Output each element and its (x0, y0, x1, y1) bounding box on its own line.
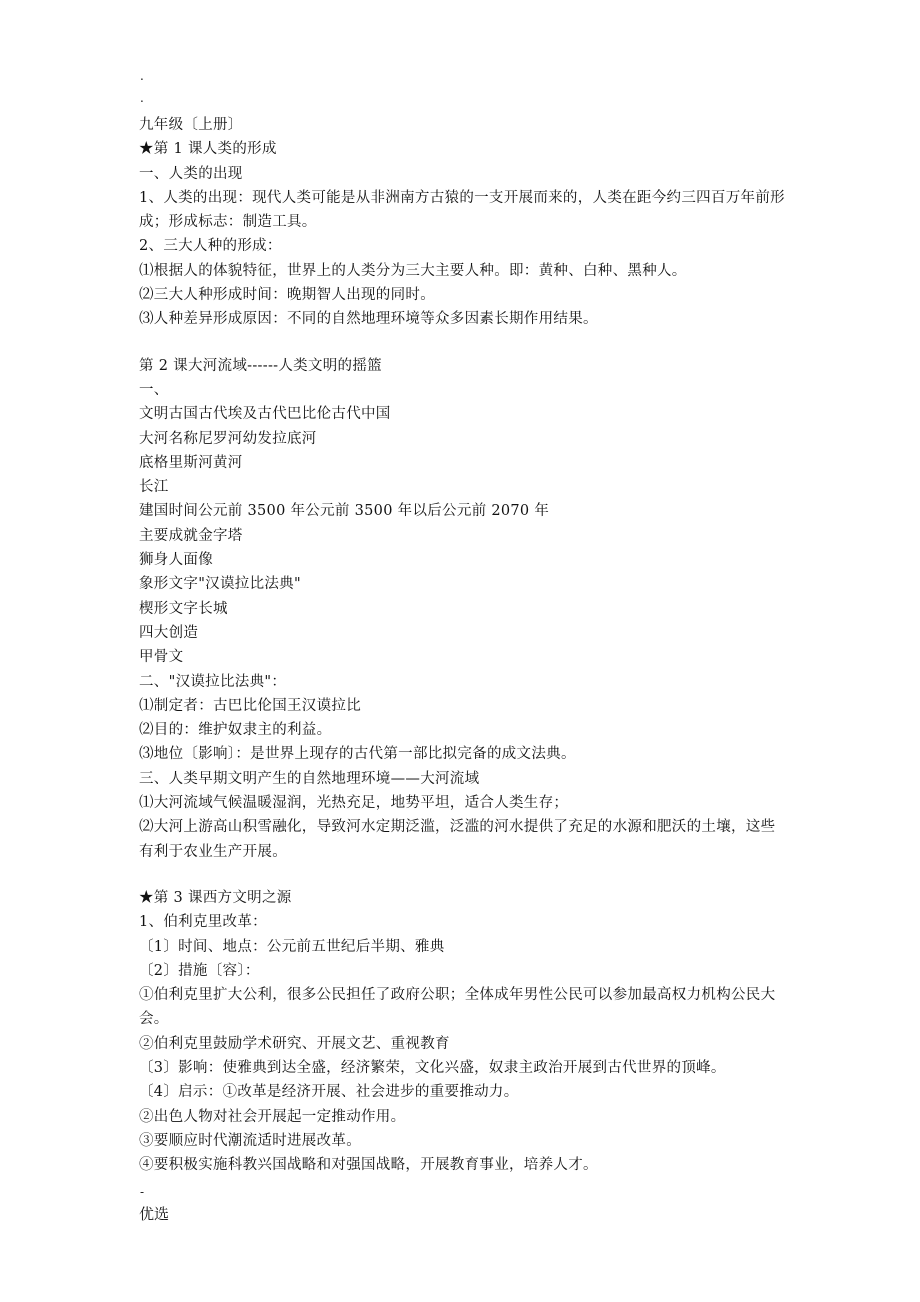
sub-heading: 一、人类的出现 (139, 165, 243, 182)
table-text-line: 底格里斯河黄河 (139, 454, 243, 471)
table-text-line: 楔形文字长城 (139, 600, 228, 617)
table-text-line: 文明古国古代埃及古代巴比伦古代中国 (139, 406, 391, 423)
list-item: ⑴根据人的体貌特征，世界上的人类分为三大主要人种。即：黄种、白种、黑种人。 (139, 262, 687, 279)
lesson-heading: ★第 3 课西方文明之源 (139, 889, 292, 906)
header-mark: . (140, 91, 144, 105)
lesson-heading: 第 2 课大河流域------人类文明的摇篮 (139, 357, 382, 374)
list-item: 〔1〕时间、地点：公元前五世纪后半期、雅典 (139, 938, 445, 955)
list-item: 〔4〕启示：①改革是经济开展、社会进步的重要推动力。 (139, 1084, 519, 1101)
sub-heading: 三、人类早期文明产生的自然地理环境——大河流域 (139, 770, 480, 787)
list-item: ⑴大河流域气候温暖湿润，光热充足，地势平坦，适合人类生存； (139, 795, 569, 812)
sub-heading: 1、伯利克里改革： (139, 914, 267, 931)
section-gap (139, 332, 789, 354)
table-text-line: 长江 (139, 479, 169, 496)
list-item: ⑵目的：维护奴隶主的利益。 (139, 722, 332, 739)
section-gap (139, 864, 789, 886)
list-item: 〔3〕影响：使雅典到达全盛，经济繁荣，文化兴盛，奴隶主政治开展到古代世界的顶峰。 (139, 1059, 726, 1076)
sub-heading: 二、"汉谟拉比法典"： (139, 673, 287, 690)
lesson-heading: ★第 1 课人类的形成 (139, 141, 277, 158)
sub-heading: 2、三大人种的形成： (139, 238, 282, 255)
table-text-line: 狮身人面像 (139, 552, 213, 569)
list-item: ③要顺应时代潮流适时进展改革。 (139, 1132, 361, 1149)
sub-heading: 一、 (139, 381, 169, 398)
list-item: ②出色人物对社会开展起一定推动作用。 (139, 1108, 406, 1125)
table-text-line: 四大创造 (139, 624, 199, 641)
table-text-line: 象形文字"汉谟拉比法典" (139, 576, 301, 593)
list-item: 〔2〕措施〔容〕： (139, 962, 260, 979)
paragraph: 1、人类的出现：现代人类可能是从非洲南方古猿的一支开展而来的，人类在距今约三四百万年前形成；形成标志：制造工具。 (139, 189, 785, 231)
table-text-line: 建国时间公元前 3500 年公元前 3500 年以后公元前 2070 年 (139, 503, 550, 520)
list-item: ②伯利克里鼓励学术研究、开展文艺、重视教育 (139, 1035, 450, 1052)
table-text-line: 甲骨文 (139, 649, 184, 666)
table-text-line: 大河名称尼罗河幼发拉底河 (139, 430, 317, 447)
list-item: ⑵大河上游高山积雪融化，导致河水定期泛滥，泛滥的河水提供了充足的水源和肥沃的土壤，这些有利于农业生产开展。 (139, 819, 776, 860)
document-body (139, 113, 789, 1177)
list-item: ⑶地位〔影响〕：是世界上现存的古代第一部比拟完备的成文法典。 (139, 746, 576, 763)
list-item: ⑶人种差异形成原因：不同的自然地理环境等众多因素长期作用结果。 (139, 311, 598, 328)
list-item: ④要积极实施科教兴国战略和对强国战略，开展教育事业，培养人才。 (139, 1157, 598, 1174)
list-item: ①伯利克里扩大公利，很多公民担任了政府公职；全体成年男性公民可以参加最高权力机构公民大会。 (139, 987, 776, 1028)
grade-title: 九年级〔上册〕 (139, 117, 243, 133)
footer-mark: - (140, 1185, 145, 1199)
table-text-line: 主要成就金字塔 (139, 527, 243, 544)
footer-label: 优选 (139, 1205, 170, 1223)
header-mark: . (140, 69, 144, 83)
list-item: ⑴制定者：古巴比伦国王汉谟拉比 (139, 697, 361, 714)
list-item: ⑵三大人种形成时间：晚期智人出现的同时。 (139, 287, 435, 304)
